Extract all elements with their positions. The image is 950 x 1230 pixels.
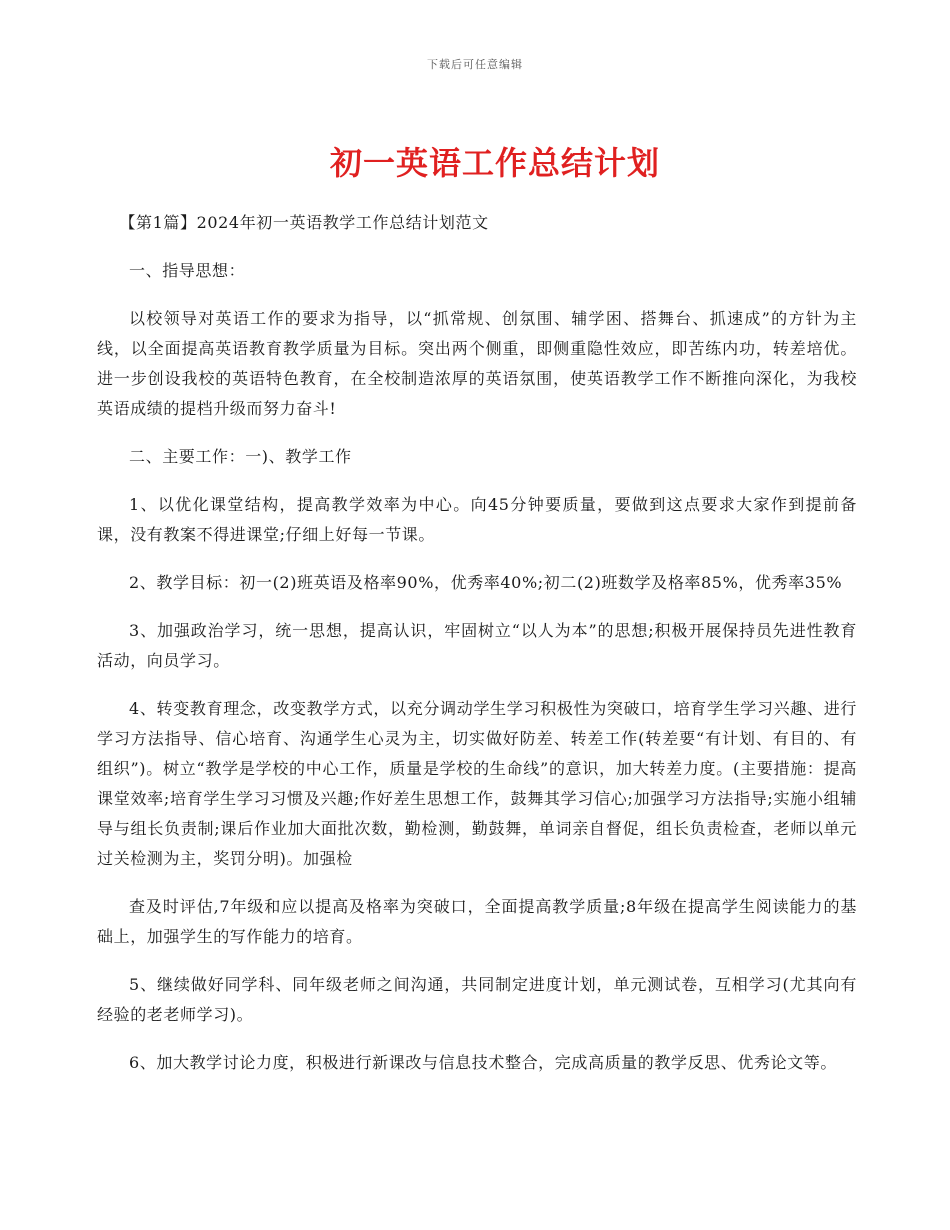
paragraph-item-4: 4、转变教育理念，改变教学方式，以充分调动学生学习积极性为突破口，培育学生学习兴趣、进行学习方法指导、信心培育、沟通学生心灵为主，切实做好防差、转差工作(转差要“有计划、有目的、有组织”)。树立“教学是学校的中心工作，质量是学校的生命线”的意识，加大转差力度。(主要措施：提高课堂效率;培育学生学习习惯及兴趣;作好差生思想工作，鼓舞其学习信心;加强学习方法指导;实施小组辅导与组长负责制;课后作业加大面批次数，勤检测，勤鼓舞，单词亲自督促，组长负责检查，老师以单元过关检测为主，奖罚分明)。加强检 — [97, 699, 857, 868]
paragraph-guiding-thought: 以校领导对英语工作的要求为指导，以“抓常规、创氛围、辅学困、搭舞台、抓速成”的方针为主线，以全面提高英语教育教学质量为目标。突出两个侧重，即侧重隐性效应，即苦练内功，转差培优。进一步创设我校的英语特色教育，在全校制造浓厚的英语氛围，使英语教学工作不断推向深化，为我校英语成绩的提档升级而努力奋斗! — [97, 309, 857, 418]
paragraph-item-1: 1、以优化课堂结构，提高教学效率为中心。向45分钟要质量，要做到这点要求大家作到提前备课，没有教案不得进课堂;仔细上好每一节课。 — [97, 495, 857, 544]
section-heading-article: 【第1篇】2024年初一英语教学工作总结计划范文 — [119, 213, 489, 232]
paragraph-item-6: 6、加大教学讨论力度，积极进行新课改与信息技术整合，完成高质量的教学反思、优秀论文等。 — [129, 1053, 837, 1072]
paragraph-item-5: 5、继续做好同学科、同年级老师之间沟通，共同制定进度计划，单元测试卷，互相学习(尤其向有经验的老老师学习)。 — [97, 975, 857, 1024]
page-header-note: 下载后可任意编辑 — [427, 58, 523, 71]
document-body — [97, 208, 857, 1096]
section-heading-main-work: 二、主要工作：一)、教学工作 — [129, 447, 352, 466]
section-heading-guiding-thought: 一、指导思想： — [129, 261, 246, 280]
document-title: 初一英语工作总结计划 — [329, 144, 660, 182]
paragraph-item-3: 3、加强政治学习，统一思想，提高认识，牢固树立“以人为本”的思想;积极开展保持员先进性教育活动，向员学习。 — [97, 621, 857, 670]
paragraph-item-4-continued: 查及时评估,7年级和应以提高及格率为突破口，全面提高教学质量;8年级在提高学生阅读能力的基础上，加强学生的写作能力的培育。 — [97, 897, 857, 946]
paragraph-item-2: 2、教学目标：初一(2)班英语及格率90%，优秀率40%;初二(2)班数学及格率85%，优秀率35% — [129, 573, 843, 592]
